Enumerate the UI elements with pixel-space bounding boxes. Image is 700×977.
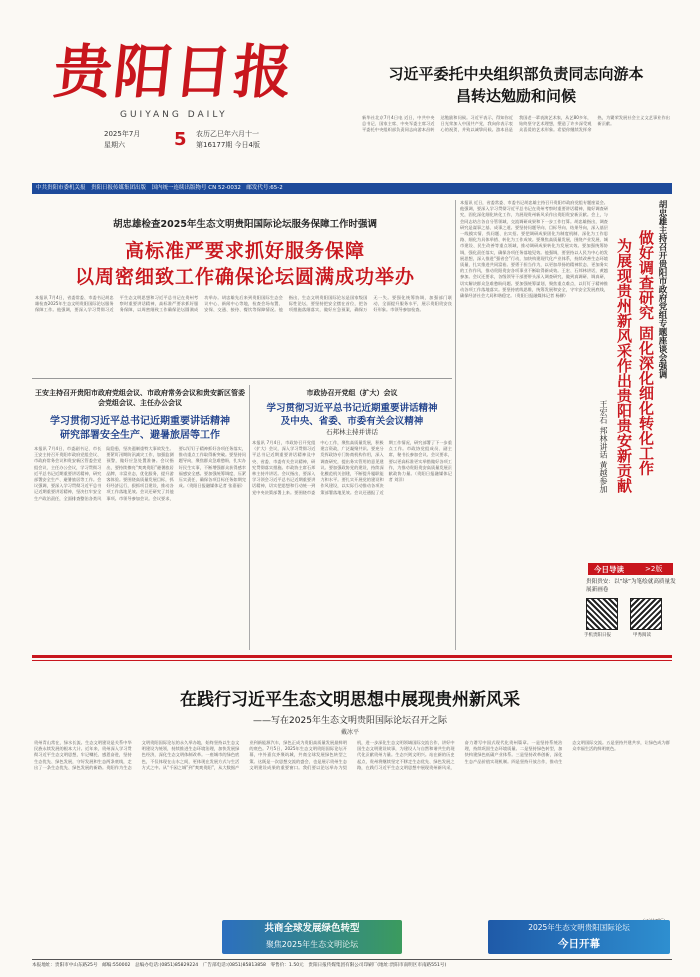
banner-right-line1: 2025年生态文明贵阳国际论坛 (528, 923, 630, 932)
top-news-text: 习近平委托中央组织部负责同志向游本昌转达勉励和问候 (388, 65, 644, 105)
masthead-logo (50, 38, 304, 106)
feature-body: 贵州青山常在，绿水长流。生态文明建设是关系中华民族永续发展的根本大计。近年来，贵州深入学习贯彻习近平生态文明思想，牢记嘱托、感恩奋进，坚持生态优先、绿色发展，守好发展和生态两条底线，走出了一条生态优先、绿色发展的新路。贵阳作为生态文明贵阳国际论坛的永久举办地，始终坚持以生态文明建设为统领，持续推进生态环境治理，加快发展绿色经济，深化生态文明体制改革。一座城市的绿色底色，不仅体现在山水之间，更体现在发展方式与生活方式之中。从“千园之城”到“爽爽贵阳”，从大数据产业到新能源汽车，绿色正成为贵阳高质量发展最鲜明的底色。7月5日，2025年生态文明贵阳国际论坛开幕，中外嘉宾齐聚筑城，共商全球发展绿色转型之策。这既是一次思想交流的盛会，也是展示贵州生态文明建设成果的重要窗口。我们要以论坛举办为契机，进一步深化生态文明领域国际交流合作，讲好中国生态文明建设故事，为建设人与自然和谐共生的现代化贡献贵州力量。生态兴则文明兴。站在新的历史起点，贵州将继续坚定不移走生态优先、绿色发展之路，在践行习近平生态文明思想中展现贵州新风采，奋力谱写中国式现代化贵州篇章。一是坚持系统治理，持续巩固生态环境质量。二是坚持绿色转型，加快构建绿色低碳产业体系。三是坚持改革创新，深化生态产品价值实现机制。四是坚持开放合作，推动生态文明国际交流。五是坚持共建共享，让绿色成为群众幸福生活的鲜明底色。 (34, 740, 670, 770)
today-guide-label: 今日导读 (594, 565, 624, 574)
lead-kicker: 胡忠雄检查2025年生态文明贵阳国际论坛服务保障工作时强调 (113, 219, 377, 230)
right-story-kicker: 胡忠雄主持召开贵阳市政府党组专题座谈会强调 (657, 200, 667, 379)
mid-right-headline-1[interactable]: 学习贯彻习近平总书记近期重要讲话精神 (266, 403, 438, 414)
mid-right-body: 本报讯 7月4日，市政协召开党组（扩大）会议，深入学习贯彻习近平总书记近期重要讲话精神及中央、省委、市委有关会议精神，研究贯彻落实措施。市政协主席石邦林主持并讲话。会议指出，要深入学习领会习近平总书记近期重要讲话精神，切实把思想和行动统一到党中央决策部署上来。要围绕市委中心工作，聚焦高质量发展，积极建言资政，广泛凝聚共识。要充分发挥政协专门协商机构作用，深入调查研究，提出务实管用的意见建议。要加强政协党的建设，持续深化模范机关创建，不断提升履职能力和水平。要扎实开展党的建设和作风建设，以实际行动推动各项决策部署落地见效。会议还通报了近期工作情况，研究部署了下一步重点工作。市政协党组成员、副主席，秘书长参加会议。会议要求，要以更高标准更实举措做好各项工作，为推动贵阳贵安高质量发展贡献政协力量。（贵阳日报融媒体记者 刘洋） (252, 440, 452, 495)
banner-left-line2: 聚焦2025年生态文明论坛 (265, 940, 359, 949)
banner-left-line1: 共商全球发展绿色转型 (264, 923, 360, 934)
banner-right-line2: 今日开幕 (558, 938, 600, 950)
today-guide-page[interactable]: >2版 (645, 565, 663, 573)
qr-label-1: 手机贵阳日报 (584, 633, 611, 638)
date-block (104, 129, 334, 151)
info-bar (32, 183, 672, 194)
footer-rule (32, 959, 672, 960)
date-month: 2025年7月 (104, 130, 141, 138)
mid-left-kicker: 王安主持召开贵阳市政府党组会议、市政府常务会议和贵安新区管委会党组会议、主任办公会议 (35, 389, 245, 407)
feature-subhead: ——写在2025年生态文明贵阳国际论坛召开之际 (253, 716, 447, 726)
logo-text: 贵阳日报 (50, 38, 298, 106)
today-guide-item[interactable]: 贵阳贵安：以“绿”为笔绘就高质量发展新画卷 (586, 579, 676, 593)
divider-h1 (32, 378, 452, 379)
feature-author: 戴冰平 (340, 729, 359, 736)
right-story-byline: 王宏石 邦林讲话 黄越参加 (599, 400, 608, 494)
section-rule (32, 655, 672, 658)
mid-left-headline-1[interactable]: 学习贯彻习近平总书记近期重要讲话精神 (50, 416, 230, 427)
lead-body: 本报讯 7月4日，省委常委、市委书记胡忠雄检查2025年生态文明贵阳国际论坛服务保障工作。他强调，要深入学习贯彻习近平生态文明思想和习近平总书记在贵州考察时重要讲话精神，高标准严要求抓好服务保障，以周密细致工作确保论坛圆满成功举办。胡忠雄先后来到贵阳国际生态会议中心、新闻中心等地，检查会场布置、安保、交通、接待、餐饮等保障情况。他指出，生态文明贵阳国际论坛是国家级国际性论坛，要坚持把安全摆在首位，把各项措施落细落实，做好应急预案，确保万无一失。要强化统筹协调，加强部门联动，全面提升服务水平，展示贵阳贵安良好形象。市领导参加检查。 (35, 295, 452, 313)
footer-text: 本报地址：贵阳市中山东路25号 邮编:550002 总编办电话:(0851)85829224 广告部电话:(0851)85813858 零售价：1.50元 贵阳日报传媒集团有限公司印刷厂(地址:贵阳市南明区市南路551号) (32, 963, 447, 968)
right-story-body: 本报讯 近日，省委常委、市委书记胡忠雄主持召开贵阳市政府党组专题座谈会。他强调，要深入学习贯彻习近平总书记在贵州考察时重要讲话精神，做好调查研究，固化深化细化转化工作，为展现贵州新风采作出贵阳贵安新贡献。会上，与会同志结合各自分管领域，交流调研成果和下一步工作打算。胡忠雄指出，调查研究是谋事之基、成事之道。要坚持问题导向、目标导向、结果导向，深入基层一线摸实情、找问题、出实招。要把调研成果固化为制度机制、深化为工作思路、细化为具体举措、转化为工作成效。要聚焦高质量发展，围绕产业发展、城市建设、民生改善等重点领域，推动调研成果转化为发展实效。要加强统筹协调，强化责任落实，确保各项任务落地见效。他强调，要坚持以人民为中心的发展思想，深入推进“强省会”行动，加快构建现代化产业体系，持续改善生态环境质量，扎实推进共同富裕。要勇于担当作为，以更加昂扬的精神状态、更加务实的工作作风，推动贵阳贵安各项事业不断取得新成效。王宏、石邦林讲话，黄越参加。会议还要求，各级领导干部要带头深入调查研究，做到真调研、调真研，切实解决群众急难愁盼问题。要加强统筹谋划，聚焦重点难点，以钉钉子精神推动各项工作落地落实。要坚持底线思维，统筹发展和安全，守牢安全发展底线，确保经济社会大局和谐稳定。（贵阳日报融媒体记者 杨柳） (460, 200, 608, 299)
lead-headline-1[interactable]: 高标准严要求抓好服务保障 (124, 240, 365, 262)
issue-number: 第16177期 今日4版 (196, 141, 260, 149)
mid-left-body: 本报讯 7月4日，市委副书记、市长王安主持召开贵阳市政府党组会议、市政府常务会议和贵安新区管委会党组会议、主任办公会议，学习贯彻习近平总书记近期重要讲话精神，研究部署安全生产、避暑旅居等工作。会议强调，要深入学习贯彻习近平总书记近期重要讲话精神，坚决扛牢安全生产政治责任，全面排查整治各类风险隐患，坚决遏制重特大事故发生。要紧盯汛期防汛减灾工作，加强监测预警，做好应急处置准备。会议指出，要持续擦亮“爽爽贵阳”避暑旅居品牌，丰富业态，优化服务，提升游客体验。要围绕高质量发展目标，抓好经济运行，狠抓项目建设，推动各项工作落地见效。会议还研究了其他事项。市领导参加会议。会议要求，要以钉钉子精神抓好各项任务落实，推动重点工作取得新突破。要坚持问题导向，聚焦群众急难愁盼，扎实办好民生实事，不断增强群众获得感幸福感安全感。要加强统筹调度，压紧压实责任，确保各项目标任务如期完成。（贵阳日报融媒体记者 张嘉丽） (34, 446, 246, 501)
divider-v2 (455, 200, 456, 650)
mid-right-kicker: 市政协召开党组（扩大）会议 (306, 389, 398, 397)
right-story-headline-2[interactable]: 为展现贵州新风采作出贵阳贵安新贡献 (615, 238, 633, 493)
mid-left-headline-2[interactable]: 研究部署安全生产、避暑旅居等工作 (60, 430, 220, 441)
divider-v1 (249, 385, 250, 650)
right-story-headline-1[interactable]: 做好调查研究 固化深化细化转化工作 (637, 230, 655, 476)
qr-label-2: 甲秀阅读 (633, 633, 651, 638)
info-bar-text: 中共贵阳市委机关报 贵阳日报传媒集团出版 国内统一连续出版物号 CN 52-0032 邮发代号:65-2 (36, 185, 283, 191)
mid-right-byline: 石邦林主持并讲话 (326, 428, 378, 436)
top-news-headline[interactable] (362, 63, 670, 107)
logo-pinyin: GUIYANG DAILY (120, 110, 228, 120)
qr-code-2[interactable] (630, 598, 662, 630)
section-rule-thin (32, 660, 672, 661)
lead-headline-2[interactable]: 以周密细致工作确保论坛圆满成功举办 (74, 266, 415, 288)
feature-headline[interactable]: 在践行习近平生态文明思想中展现贵州新风采 (180, 690, 520, 710)
date-weekday: 星期六 (104, 141, 125, 149)
top-news-body: 新华社北京7月4日电 近日，中共中央总书记、国家主席、中央军委主席习近平委托中央组织部负责同志向游本昌转达勉励和问候。习近平表示，得知你近日光荣加入中国共产党，我向你表示衷心的祝贺，并致以诚挚问候。游本昌是我国老一辈表演艺术家，从艺80多年，始终坚守艺术理想，塑造了许多深受观众喜爱的艺术形象。希望你继续发挥余热，为繁荣发展社会主义文艺事业作出新贡献。 (362, 115, 670, 133)
mid-right-headline-2[interactable]: 及中央、省委、市委有关会议精神 (280, 416, 424, 427)
banner-left[interactable] (222, 920, 402, 954)
date-day: 5 (174, 129, 187, 150)
qr-code-1[interactable] (586, 598, 618, 630)
banner-right[interactable] (488, 920, 670, 954)
lunar-date: 农历乙巳年六月十一 (196, 130, 259, 138)
